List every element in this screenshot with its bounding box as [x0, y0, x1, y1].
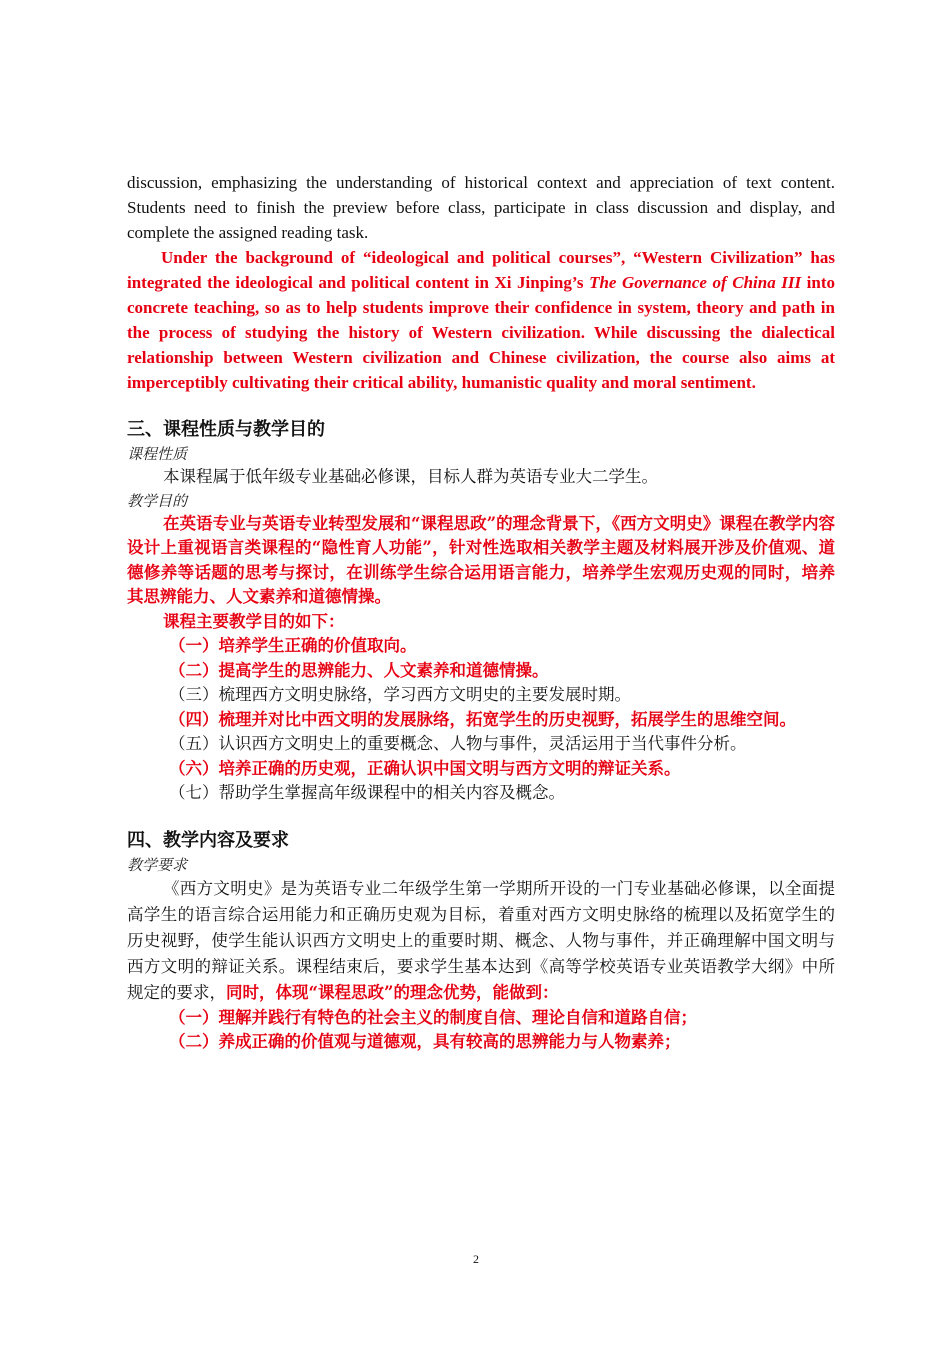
ideological-paragraph [127, 245, 835, 395]
goal-item-7: （七）帮助学生掌握高年级课程中的相关内容及概念。 [169, 783, 565, 802]
requirements-text [127, 876, 835, 1006]
document-page [127, 170, 835, 1055]
ideological-paragraph-part2: into concrete teaching, so as to help students improve their confidence in system, theory and path in the process of studying the history of Western civilization. While discussing the dialectical relationship between Western civilization and Chinese civilization, the course also aims at imperceptibly cultivating their critical ability, humanistic quality and moral sentiment. [127, 273, 835, 392]
goal-item-4: （四）梳理并对比中西文明的发展脉络，拓宽学生的历史视野，拓展学生的思维空间。 [169, 709, 796, 729]
goals-intro: 课程主要教学目的如下： [163, 611, 345, 631]
goal-item-2: （二）提高学生的思辨能力、人文素养和道德情操。 [169, 660, 549, 680]
goal-item-3: （三）梳理西方文明史脉络，学习西方文明史的主要发展时期。 [169, 685, 631, 704]
continuation-paragraph: discussion, emphasizing the understanding of historical context and appreciation of text content. Students need to finish the preview before class, participate in class discussion and display, and complete the assigned reading task. [127, 173, 835, 242]
goal-item-1: （一）培养学生正确的价值取向。 [169, 636, 417, 655]
requirement-item-2: （二）养成正确的价值观与道德观，具有较高的思辨能力与人物素养； [169, 1032, 681, 1051]
goal-item-5: （五）认识西方文明史上的重要概念、人物与事件，灵活运用于当代事件分析。 [169, 734, 747, 753]
course-nature-label: 课程性质 [127, 445, 188, 463]
requirements-text-red: 同时，体现“课程思政”的理念优势，能做到： [226, 982, 559, 1002]
teaching-goal-label: 教学目的 [127, 491, 188, 510]
goal-item-6: （六）培养正确的历史观，正确认识中国文明与西方文明的辩证关系。 [169, 758, 681, 778]
teaching-goal-text: 在英语专业与英语专业转型发展和“课程思政”的理念背景下，《西方文明史》课程在教学内容设计上重视语言类课程的“隐性育人功能”，针对性选取相关教学主题及材料展开涉及价值观、道德修养等话题的思考与探讨，在训练学生综合运用语言能力，培养学生宏观历史观的同时，培养其思辨能力、人文素养和道德情操。 [127, 513, 835, 606]
section3-heading: 三、课程性质与教学目的 [127, 419, 325, 440]
requirements-text-plain: 《西方文明史》是为英语专业二年级学生第一学期所开设的一门专业基础必修课，以全面提高学生的语言综合运用能力和正确历史观为目标，着重对西方文明史脉络的梳理以及拓宽学生的历史视野，使学生能认识西方文明史上的重要时期、概念、人物与事件，并正确理解中国文明与西方文明的辩证关系。课程结束后，要求学生基本达到《高等学校英语专业英语教学大纲》中所规定的要求， [127, 878, 835, 1002]
requirements-label: 教学要求 [127, 855, 188, 874]
page-number: 2 [473, 1252, 479, 1266]
course-nature-text: 本课程属于低年级专业基础必修课，目标人群为英语专业大二学生。 [163, 467, 658, 486]
ideological-paragraph-part1: Under the background of “ideological and political courses”, “Western Civilization” has integrated the ideological and political content in Xi Jinping’s [127, 248, 835, 292]
requirement-item-1: （一）理解并践行有特色的社会主义的制度自信、理论自信和道路自信； [169, 1007, 697, 1027]
book-title: The Governance of China III [589, 273, 802, 292]
section4-heading: 四、教学内容及要求 [127, 829, 289, 851]
